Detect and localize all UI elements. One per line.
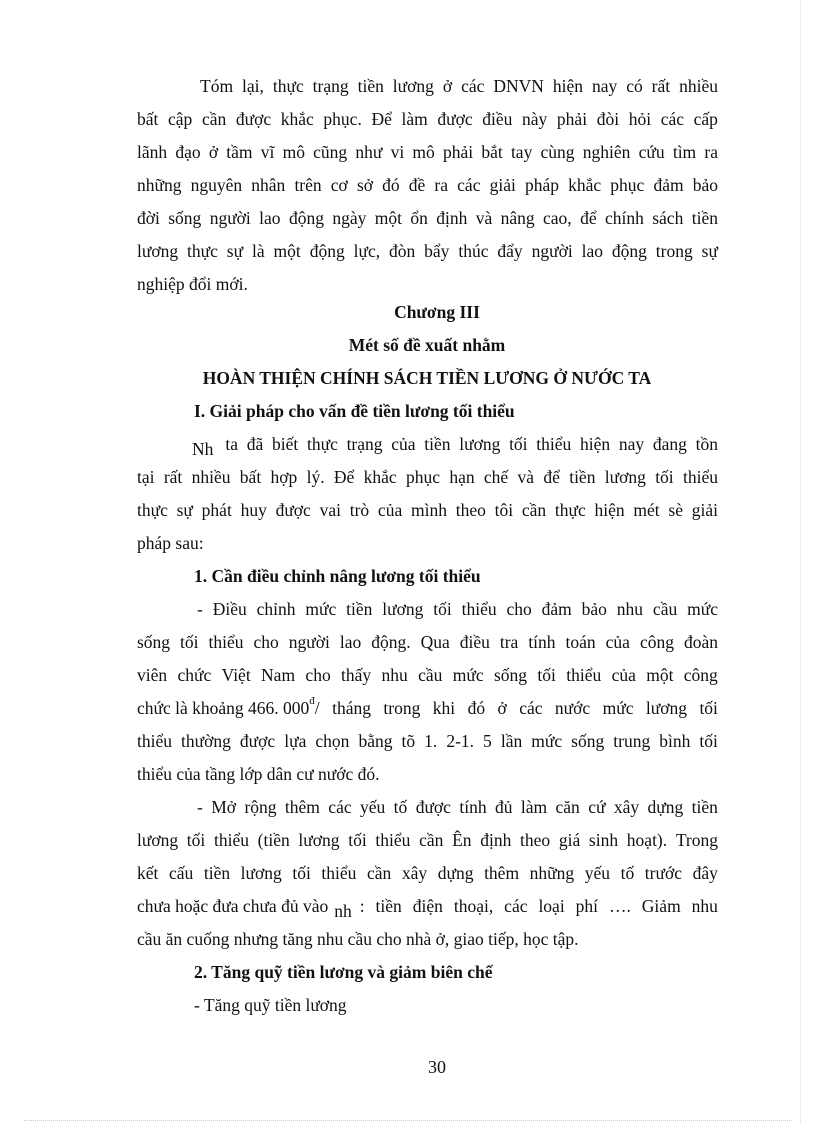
paragraph-line: chưa hoặc đưa chưa đủ vào nh : tiền điện thoại, các loại phí …. Giảm nhu [137, 896, 718, 921]
page-number: 30 [428, 1057, 446, 1077]
paragraph-line: thiểu của tầng lớp dân cư nước đó. [137, 764, 380, 784]
paragraph-line: cầu ăn cuống nhưng tăng nhu cầu cho nhà ở, giao tiếp, học tập. [137, 929, 579, 949]
paragraph-line: - Điều chỉnh mức tiền lương tối thiểu cho đảm bảo nhu cầu mức [197, 599, 718, 619]
paragraph-line: sống tối thiểu cho người lao động. Qua điều tra tính toán của công đoàn [137, 632, 718, 652]
paragraph-line: lương tối thiểu (tiền lương tối thiểu cần Ên định theo giá sinh hoạt). Trong [137, 830, 718, 850]
paragraph-line: pháp sau: [137, 533, 204, 553]
paragraph-line: - Mở rộng thêm các yếu tố được tính đủ làm căn cứ xây dựng tiền [197, 797, 718, 817]
chapter-number: Chương III [394, 302, 480, 322]
paragraph-line: - Tăng quỹ tiền lương [194, 995, 347, 1015]
chapter-title: Mét số đề xuất nhằm [348, 335, 506, 355]
section-heading: I. Giải pháp cho vấn đề tiền lương tối thiểu [194, 401, 515, 421]
paragraph-line: lãnh đạo ở tầm vĩ mô cũng như vi mô phải bắt tay cùng nghiên cứu tìm ra [137, 142, 718, 162]
page-bottom-border [24, 1120, 792, 1121]
paragraph-line: Tóm lại, thực trạng tiền lương ở các DNVN hiện nay có rất nhiều [200, 76, 718, 96]
paragraph-line: bất cập cần được khắc phục. Để làm được điều này phải đòi hỏi các cấp [137, 109, 718, 129]
chapter-subtitle: HOÀN THIỆN CHÍNH SÁCH TIỀN LƯƠNG Ở NƯỚC TA [202, 368, 652, 388]
paragraph-line: thực sự phát huy được vai trò của mình theo tôi cần thực hiện mét sè giải [137, 500, 718, 520]
inline-fragment: nh [334, 901, 352, 921]
paragraph-line: chức là khoảng 466. 000 đ / tháng trong khi đó ở các nước mức lương tối [137, 695, 718, 718]
paragraph-line: tại rất nhiều bất hợp lý. Để khắc phục hạn chế và để tiền lương tối thiểu [137, 467, 718, 487]
paragraph-line: những nguyên nhân trên cơ sở đó đề ra các giải pháp khắc phục đảm bảo [137, 175, 718, 195]
intro-lead-fragment: Nh [192, 439, 214, 459]
page-right-border [800, 0, 801, 1123]
currency-superscript: đ [309, 695, 315, 707]
subsection-heading: 2. Tăng quỹ tiền lương và giảm biên chế [194, 962, 493, 982]
paragraph-line: kết cấu tiền lương tối thiểu cần xây dựng thêm những yếu tố trước đây [137, 863, 718, 883]
subsection-heading: 1. Cần điều chỉnh nâng lương tối thiểu [194, 566, 481, 586]
paragraph-line: Nh ta đã biết thực trạng của tiền lương tối thiểu hiện nay đang tồn [192, 434, 718, 459]
paragraph-line: lương thực sự là một động lực, đòn bẩy thúc đẩy người lao động trong sự [137, 241, 718, 261]
paragraph-line: thiểu thường được lựa chọn bằng tõ 1. 2-1. 5 lần mức sống trung bình tối [137, 731, 718, 751]
paragraph-line: viên chức Việt Nam cho thấy nhu cầu mức sống tối thiểu của một công [137, 665, 718, 685]
paragraph-line: nghiệp đổi mới. [137, 274, 248, 294]
paragraph-line: đời sống người lao động ngày một ổn định và nâng cao, để chính sách tiền [137, 208, 718, 228]
